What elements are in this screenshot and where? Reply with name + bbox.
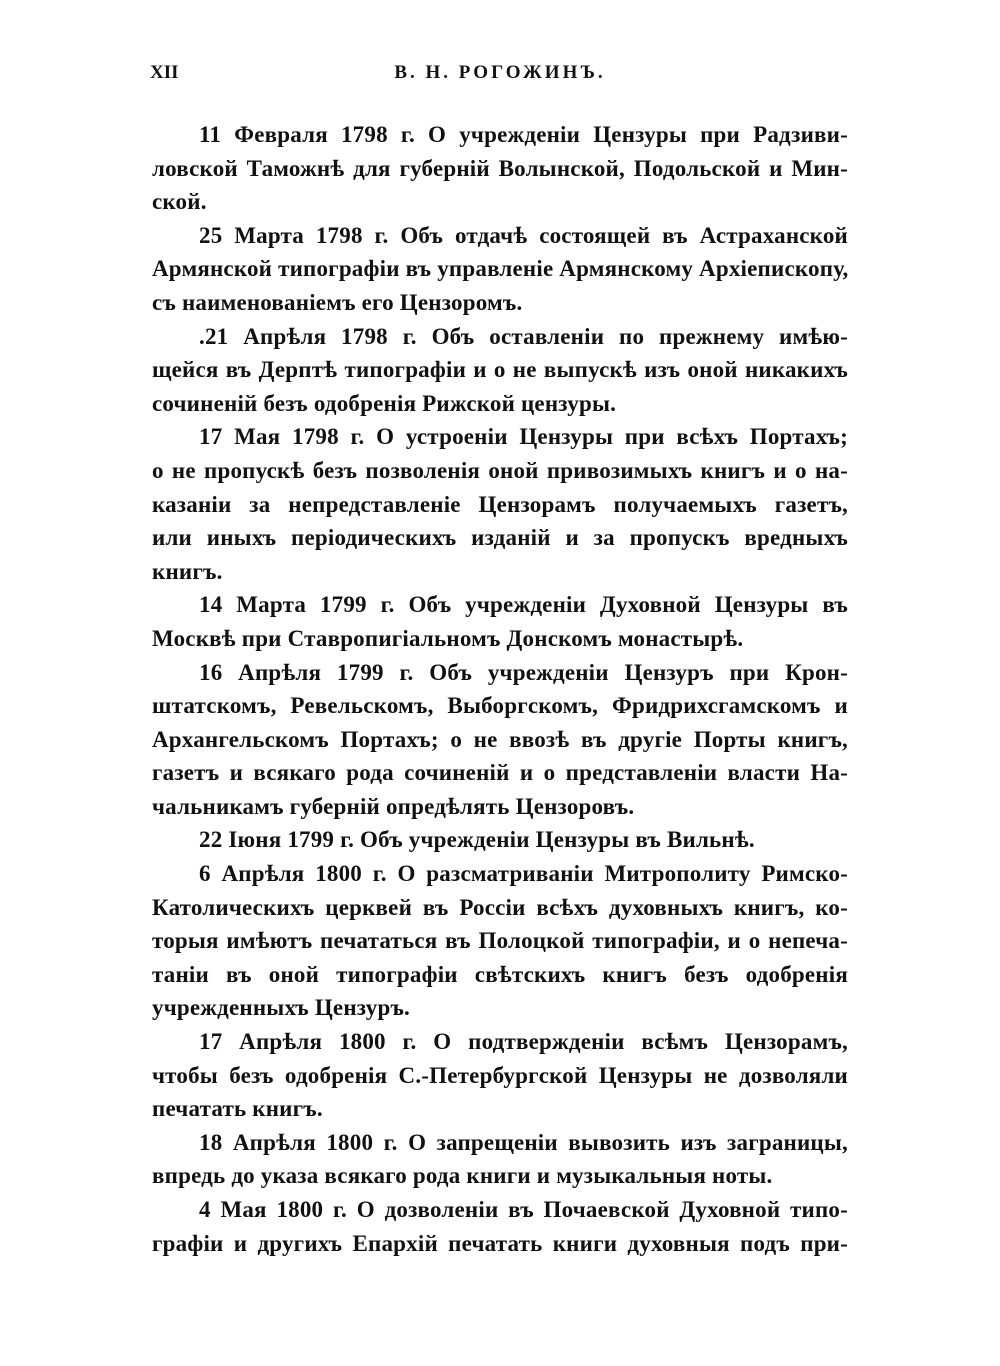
- text-line: впредь до указа всякаго рода книги и музыкальныя ноты.: [152, 1163, 773, 1189]
- running-head: В. Н. РОГОЖИНЪ.: [394, 62, 606, 83]
- paragraph: [152, 857, 848, 1025]
- text-line: казаніи за непредставленіе Цензорамъ получаемыхъ газетъ,: [152, 491, 848, 517]
- text-line: сочиненій безъ одобренія Рижской цензуры.: [152, 390, 617, 416]
- text-line: Армянской типографіи въ управленіе Армянскому Архіепископу,: [152, 256, 849, 282]
- text-line: газетъ и всякаго рода сочиненій и о представленіи власти На-: [152, 760, 848, 786]
- text-line: 22 Іюня 1799 г. Объ учрежденіи Цензуры въ Вильнѣ.: [199, 827, 755, 853]
- text-line: 16 Апрѣля 1799 г. Объ учрежденіи Цензуръ при Крон-: [199, 659, 848, 685]
- text-line: 4 Мая 1800 г. О дозволеніи въ Почаевской Духовной типо-: [199, 1197, 848, 1222]
- text-line: 11 Февраля 1798 г. О учрежденіи Цензуры при Радзиви-: [199, 122, 848, 147]
- text-line: штатскомъ, Ревельскомъ, Выборгскомъ, Фридрихсгамскомъ и: [152, 693, 848, 719]
- text-line: 14 Марта 1799 г. Объ учрежденіи Духовной Цензуры въ: [199, 592, 848, 618]
- text-line: Архангельскомъ Портахъ; о не ввозѣ въ другіе Порты книгъ,: [152, 726, 848, 752]
- text-line: печатать книгъ.: [152, 1096, 323, 1122]
- text-line: .21 Апрѣля 1798 г. Объ оставленіи по прежнему имѣю-: [199, 323, 848, 349]
- text-line: о не пропускѣ безъ позволенія оной привозимыхъ книгъ и о на-: [152, 457, 848, 483]
- page-number: XII: [150, 62, 179, 83]
- paragraph: [152, 588, 848, 655]
- paragraph: [152, 1193, 848, 1260]
- text-line: щейся въ Дерптѣ типографіи и о не выпускѣ изъ оной никакихъ: [152, 357, 848, 383]
- text-line: Москвѣ при Ставропигіальномъ Донскомъ монастырѣ.: [152, 625, 744, 651]
- paragraph: [152, 1126, 848, 1193]
- text-line: графіи и другихъ Епархій печатать книги духовныя подъ при-: [152, 1230, 848, 1256]
- paragraph: [152, 118, 848, 219]
- paragraph: [152, 823, 848, 857]
- text-line: ловской Таможнѣ для губерній Волынской, Подольской и Мин-: [152, 155, 848, 181]
- text-line: 18 Апрѣля 1800 г. О запрещеніи вывозить изъ заграницы,: [199, 1129, 848, 1155]
- paragraph: [152, 420, 848, 588]
- text-line: 6 Апрѣля 1800 г. О разсматриваніи Митрополиту Римско-: [199, 861, 848, 887]
- body-text: [152, 118, 848, 1260]
- text-line: съ наименованіемъ его Цензоромъ.: [152, 289, 523, 315]
- text-line: 25 Марта 1798 г. Объ отдачѣ состоящей въ Астраханской: [199, 222, 848, 248]
- text-line: таніи въ оной типографіи свѣтскихъ книгъ безъ одобренія: [152, 961, 848, 987]
- text-line: чтобы безъ одобренія С.-Петербургской Цензуры не дозволяли: [152, 1062, 848, 1088]
- text-line: учрежденныхъ Цензуръ.: [152, 995, 410, 1021]
- text-line: Католическихъ церквей въ Россіи всѣхъ духовныхъ книгъ, ко-: [152, 894, 848, 920]
- text-line: чальникамъ губерній опредѣлять Цензоровъ.: [152, 793, 635, 819]
- text-line: 17 Мая 1798 г. О устроеніи Цензуры при всѣхъ Портахъ;: [199, 424, 848, 450]
- text-line: торыя имѣютъ печататься въ Полоцкой типографіи, и о непеча-: [152, 928, 848, 954]
- paragraph: [152, 320, 848, 421]
- text-line: 17 Апрѣля 1800 г. О подтвержденіи всѣмъ Цензорамъ,: [199, 1029, 848, 1055]
- text-line: или иныхъ періодическихъ изданій и за пропускъ вредныхъ: [152, 525, 848, 551]
- paragraph: [152, 656, 848, 824]
- paragraph: [152, 1025, 848, 1126]
- text-line: ской.: [152, 189, 207, 215]
- text-line: книгъ.: [152, 558, 223, 584]
- paragraph: [152, 219, 848, 320]
